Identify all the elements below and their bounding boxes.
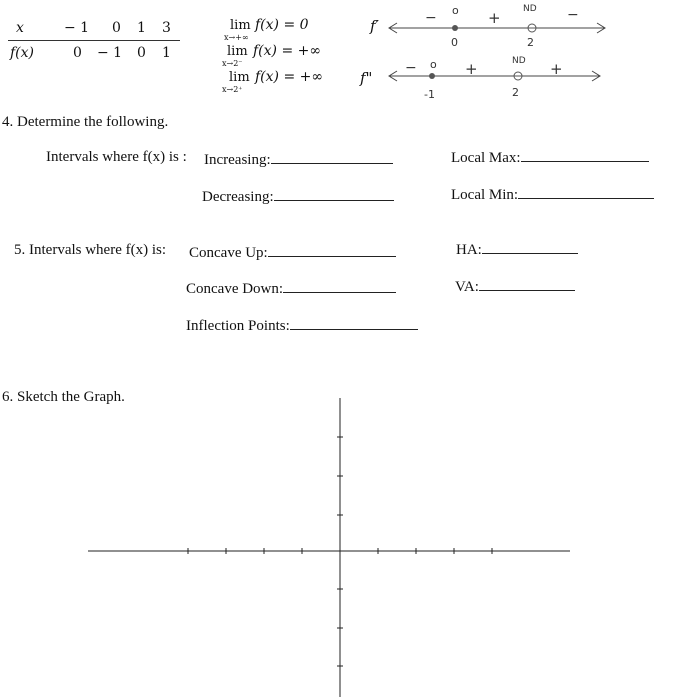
limit-expression: f(x) = 0 — [255, 17, 309, 33]
table-fx-value: 0 — [137, 45, 146, 61]
first-critical-mark: o — [452, 4, 459, 17]
concave-up-label: Concave Up: — [189, 245, 268, 261]
question-4-title: 4. Determine the following. — [2, 114, 169, 130]
second-sign-middle: + — [465, 60, 478, 78]
inflection-label: Inflection Points: — [186, 318, 290, 334]
concave-down-label: Concave Down: — [186, 281, 284, 297]
limit-expression: f(x) = +∞ — [253, 43, 322, 59]
first-sign-left: − — [425, 10, 437, 26]
table-x-label: x — [16, 20, 24, 36]
limit-subscript: x→2⁺ — [222, 85, 243, 94]
q4-intervals-prefix: Intervals where f(x) is : — [46, 149, 187, 165]
first-sign-right: − — [567, 7, 579, 23]
second-critical-value: -1 — [424, 88, 435, 101]
second-critical-mark: o — [430, 58, 437, 71]
limit-subscript: x→+∞ — [224, 33, 249, 42]
local-max-label: Local Max: — [451, 150, 521, 166]
table-fx-value: 1 — [162, 45, 171, 61]
question-6-title: 6. Sketch the Graph. — [2, 389, 125, 405]
limit-subscript: x→2⁻ — [222, 59, 243, 68]
ha-label: HA: — [456, 242, 482, 258]
first-sign-middle: + — [488, 9, 501, 27]
second-nd-value: 2 — [512, 86, 519, 99]
table-fx-value: − 1 — [97, 45, 123, 61]
local-min-label: Local Min: — [451, 187, 519, 203]
question-5-prefix: 5. Intervals where f(x) is: — [14, 242, 167, 258]
first-critical-value: 0 — [451, 36, 458, 49]
second-sign-left: − — [405, 60, 417, 76]
second-nd-mark: ND — [512, 56, 526, 66]
decreasing-label: Decreasing: — [202, 189, 274, 205]
table-x-value: 3 — [162, 20, 171, 36]
limit-lim: lim — [229, 70, 250, 85]
first-derivative-label: f′ — [370, 17, 379, 35]
first-nd-value: 2 — [527, 36, 534, 49]
first-nd-mark: ND — [523, 4, 537, 14]
va-label: VA: — [455, 279, 479, 295]
table-x-value: 0 — [112, 20, 121, 36]
table-x-value: 1 — [137, 20, 146, 36]
second-sign-right: + — [550, 60, 563, 78]
second-derivative-label: f" — [360, 69, 373, 87]
table-x-value: − 1 — [64, 20, 90, 36]
table-fx-value: 0 — [73, 45, 82, 61]
limit-expression: f(x) = +∞ — [255, 69, 324, 85]
increasing-label: Increasing: — [204, 152, 271, 168]
limit-lim: lim — [227, 44, 248, 59]
limit-lim: lim — [230, 18, 251, 33]
table-fx-label: f(x) — [10, 45, 35, 61]
